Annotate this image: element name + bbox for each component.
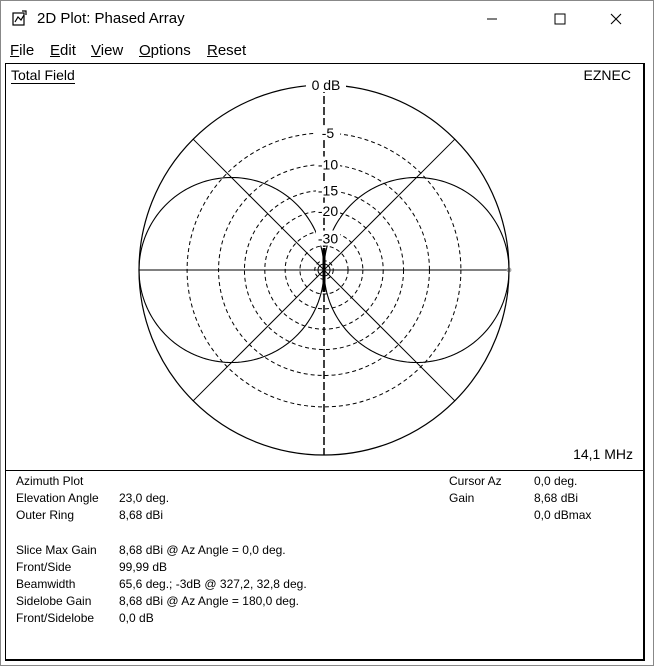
elevation-angle-value: 23,0 deg.	[119, 491, 170, 505]
gain-value: 8,68 dBi	[534, 491, 579, 505]
cursor-az-label: Cursor Az	[449, 474, 502, 488]
plot-area[interactable]	[5, 63, 645, 471]
menu-edit-rest: dit	[60, 42, 76, 59]
sidelobe-gain-value: 8,68 dBi @ Az Angle = 180,0 deg.	[119, 594, 299, 608]
menu-reset-accel: R	[207, 42, 218, 59]
menu-view-accel: V	[91, 42, 101, 59]
menu-view[interactable]	[91, 42, 123, 60]
menu-file-accel: F	[10, 42, 20, 59]
ring-label: -15	[317, 182, 339, 199]
menu-options-rest: ptions	[150, 42, 191, 59]
menu-options[interactable]	[139, 42, 191, 60]
close-button[interactable]	[593, 1, 639, 37]
sidelobe-gain-label: Sidelobe Gain	[16, 594, 92, 608]
menu-reset[interactable]	[207, 42, 246, 60]
outer-ring-value: 8,68 dBi	[119, 508, 164, 522]
gain-dbmax: 0,0 dBmax	[534, 508, 592, 522]
window-title: 2D Plot: Phased Array	[37, 10, 185, 27]
total-field-label: Total Field	[11, 67, 75, 83]
ring-label: -30	[317, 230, 339, 247]
menu-edit[interactable]	[50, 42, 76, 60]
slice-max-gain-label: Slice Max Gain	[16, 543, 97, 557]
app-icon	[11, 10, 29, 28]
ring-label: 0 dB	[311, 77, 341, 93]
menu-edit-accel: E	[50, 42, 61, 59]
minimize-icon	[486, 13, 498, 25]
ring-label: -20	[317, 202, 339, 219]
info-panel	[5, 471, 645, 661]
menu-reset-rest: eset	[217, 42, 247, 59]
front-side-label: Front/Side	[16, 560, 72, 574]
plot-type: Azimuth Plot	[16, 474, 84, 488]
front-side-value: 99,99 dB	[119, 560, 168, 574]
beamwidth-value: 65,6 deg.; -3dB @ 327,2, 32,8 deg.	[119, 577, 307, 591]
elevation-angle-label: Elevation Angle	[16, 491, 99, 505]
cursor-az-value: 0,0 deg.	[534, 474, 578, 488]
menu-options-accel: O	[139, 42, 151, 59]
title-bar[interactable]	[1, 1, 653, 37]
menu-view-rest: iew	[100, 42, 124, 59]
maximize-icon	[554, 13, 566, 25]
maximize-button[interactable]	[537, 1, 583, 37]
eznec-label: EZNEC	[583, 67, 631, 83]
front-sidelobe-value: 0,0 dB	[119, 611, 154, 625]
menu-bar	[1, 37, 653, 63]
outer-ring-label: Outer Ring	[16, 508, 75, 522]
front-sidelobe-label: Front/Sidelobe	[16, 611, 95, 625]
frequency-label: 14,1 MHz	[573, 446, 633, 462]
polar-plot[interactable]	[6, 64, 644, 470]
gain-label: Gain	[449, 491, 475, 505]
close-icon	[610, 13, 622, 25]
ring-labels	[306, 77, 346, 247]
ring-label: -10	[317, 156, 339, 173]
minimize-button[interactable]	[469, 1, 515, 37]
beamwidth-label: Beamwidth	[16, 577, 76, 591]
menu-file[interactable]	[10, 42, 34, 60]
menu-file-rest: ile	[19, 42, 35, 59]
ring-label: -5	[321, 125, 335, 142]
slice-max-gain-value: 8,68 dBi @ Az Angle = 0,0 deg.	[119, 543, 286, 557]
